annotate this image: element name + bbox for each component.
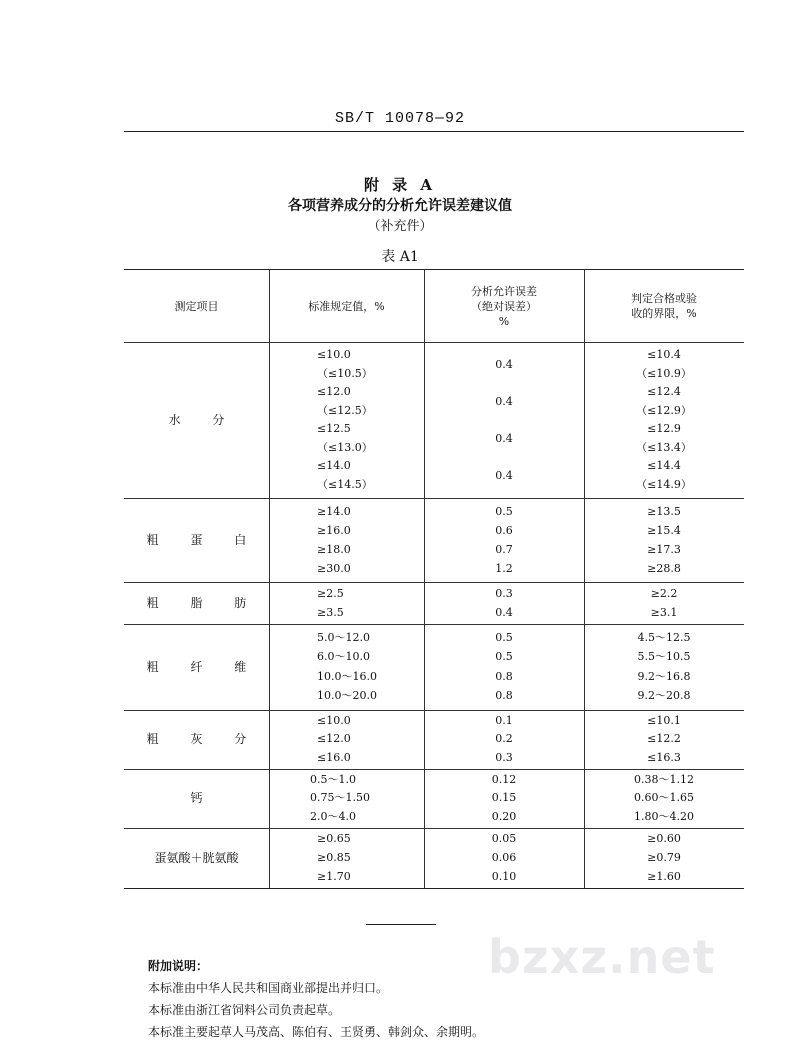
tolerance-value: 0.5: [495, 650, 513, 664]
tolerance-value: 0.4: [495, 431, 513, 445]
tolerance-value: 0.4: [495, 605, 513, 619]
limit-value: 9.2～20.8: [637, 689, 691, 703]
header-item: [124, 270, 269, 342]
tolerance-value: 0.5: [495, 504, 513, 518]
limit-value: （≤13.4）: [636, 440, 692, 454]
appendix-title: 各项营养成分的分析允许误差建议值: [288, 198, 512, 214]
item-calcium: [124, 769, 269, 828]
standard-value: 5.0～12.0: [317, 630, 370, 644]
header-standard-label: 标准规定值，%: [308, 299, 385, 313]
limit-value: （≤10.9）: [636, 366, 692, 380]
standard-value: ≤16.0: [317, 750, 351, 764]
tolerance-values: [424, 502, 584, 578]
appendix-label: 附 录 A: [363, 176, 437, 194]
item-moisture: [124, 342, 269, 498]
limit-value: ≥0.79: [647, 850, 681, 864]
limit-value: ≥13.5: [647, 504, 681, 518]
standard-value: ≤12.0: [317, 732, 351, 746]
limit-value: ≥1.60: [647, 869, 681, 883]
limit-values: [584, 584, 744, 622]
additional-notes: [148, 955, 484, 1043]
limit-value: ≤10.4: [647, 348, 681, 362]
limit-value: ≤10.1: [647, 714, 681, 728]
limit-value: ≤16.3: [647, 750, 681, 764]
standard-values: [310, 771, 370, 826]
tolerance-value: 0.4: [495, 357, 513, 371]
header-item-label: 测定项目: [174, 299, 219, 313]
tolerance-value: 0.6: [495, 523, 513, 537]
tolerance-values: [424, 628, 584, 706]
standard-value: （≤10.5）: [317, 366, 373, 380]
limit-values: [584, 346, 744, 494]
limit-value: 0.38～1.12: [634, 773, 694, 787]
standard-value: ≥0.65: [317, 832, 351, 846]
standard-value: 0.5～1.0: [310, 773, 356, 787]
limit-value: 5.5～10.5: [637, 650, 691, 664]
tolerance-value: 0.1: [495, 714, 513, 728]
item-name: 蛋氨酸＋胱氨酸: [154, 850, 239, 865]
tolerance-values: [424, 830, 584, 886]
standard-value: ≥14.0: [317, 504, 351, 518]
standard-code: SB/T 10078—92: [334, 110, 466, 127]
tolerance-value: 0.05: [491, 832, 517, 846]
limit-values: [584, 712, 744, 767]
standard-value: ≥16.0: [317, 523, 351, 537]
standard-value: ≤10.0: [317, 348, 351, 362]
standard-value: ≥0.85: [317, 850, 351, 864]
tolerance-value: 0.2: [495, 732, 513, 746]
standard-value: （≤13.0）: [317, 440, 373, 454]
limit-value: ≥17.3: [647, 542, 681, 556]
tolerance-value: 1.2: [495, 561, 513, 575]
limit-value: ≤12.4: [647, 385, 681, 399]
notes-line: 本标准由浙江省饲料公司负责起草。: [148, 1003, 341, 1017]
standard-value: ≤10.0: [317, 714, 351, 728]
limit-values: [584, 502, 744, 578]
limit-value: 0.60～1.65: [634, 791, 694, 805]
standard-value: （≤12.5）: [317, 403, 373, 417]
header-limit-line: 判定合格或验: [631, 292, 697, 305]
limit-values: [584, 628, 744, 706]
item-name: 粗 蛋 白: [146, 532, 261, 547]
tolerance-value: 0.7: [495, 542, 513, 556]
tolerance-value: 0.3: [495, 586, 513, 600]
standard-values: [317, 502, 351, 578]
header-limit: [584, 270, 744, 342]
limit-value: ≥3.1: [650, 605, 678, 619]
watermark: bzxz.net: [488, 930, 716, 984]
standard-values: [317, 712, 351, 767]
item-name: 钙: [190, 791, 203, 805]
notes-line: 本标准由中华人民共和国商业部提出并归口。: [148, 981, 389, 995]
header-rule: [124, 131, 744, 132]
standard-value: （≤14.5）: [317, 477, 373, 491]
limit-value: ≥28.8: [647, 561, 681, 575]
standard-value: 6.0～10.0: [317, 650, 370, 664]
tolerance-values: [424, 584, 584, 622]
limit-value: 9.2～16.8: [637, 669, 691, 683]
notes-line: 本标准主要起草人马茂高、陈伯有、王贤勇、韩剑众、余期明。: [148, 1025, 485, 1039]
standard-values: [317, 830, 351, 886]
tolerance-value: 0.20: [491, 809, 517, 823]
tolerance-values: [424, 771, 584, 826]
item-crude-fat: [124, 582, 269, 624]
limit-value: ≤12.9: [647, 422, 681, 436]
standard-value: 10.0～20.0: [317, 689, 377, 703]
header-limit-line: 收的界限，%: [631, 307, 697, 320]
limit-value: （≤14.9）: [636, 477, 692, 491]
header-tolerance-line: 分析允许误差: [471, 284, 537, 298]
item-crude-protein: [124, 498, 269, 582]
standard-value: ≥3.5: [317, 605, 344, 619]
appendix-subtitle: （补充件）: [367, 219, 433, 234]
limit-value: （≤12.9）: [636, 403, 692, 417]
limit-value: 1.80～4.20: [634, 809, 694, 823]
standard-value: 10.0～16.0: [317, 669, 377, 683]
limit-value: 4.5～12.5: [637, 630, 691, 644]
section-separator: [366, 924, 436, 925]
standard-value: 0.75～1.50: [310, 791, 370, 805]
item-name: 水 分: [168, 412, 239, 427]
column-divider: [269, 270, 270, 888]
limit-values: [584, 830, 744, 886]
notes-title: 附加说明：: [148, 959, 209, 973]
standard-value: ≥2.5: [317, 586, 344, 600]
standard-values: [317, 628, 377, 706]
tolerance-value: 0.10: [491, 869, 517, 883]
limit-value: ≥2.2: [650, 586, 678, 600]
limit-value: ≥15.4: [647, 523, 681, 537]
tolerance-table: [124, 269, 744, 889]
tolerance-value: 0.5: [495, 630, 513, 644]
tolerance-value: 0.06: [491, 850, 517, 864]
header-tolerance-unit: %: [498, 314, 510, 328]
standard-value: ≥30.0: [317, 561, 351, 575]
tolerance-value: 0.8: [495, 689, 513, 703]
item-name: 粗 灰 分: [146, 732, 261, 746]
tolerance-value: 0.12: [491, 773, 517, 787]
standard-values: [317, 346, 373, 494]
item-crude-fiber: [124, 624, 269, 710]
appendix-title-block: [0, 175, 800, 237]
header-tolerance-line: （绝对误差）: [471, 299, 537, 313]
table-caption: 表 A1: [381, 249, 419, 265]
item-name: 粗 脂 肪: [146, 595, 261, 610]
limit-value: ≤14.4: [647, 459, 681, 473]
tolerance-values: [424, 712, 584, 767]
tolerance-value: 0.3: [495, 750, 513, 764]
header-tolerance: [424, 270, 584, 342]
item-crude-ash: [124, 710, 269, 769]
tolerance-values: [424, 346, 584, 494]
standard-value: ≥18.0: [317, 542, 351, 556]
item-name: 粗 纤 维: [146, 659, 261, 674]
tolerance-value: 0.4: [495, 468, 513, 482]
standard-values: [317, 584, 344, 622]
item-methionine-cystine: [124, 828, 269, 888]
tolerance-value: 0.4: [495, 394, 513, 408]
standard-value: ≤12.5: [317, 422, 351, 436]
limit-value: ≥0.60: [647, 832, 681, 846]
standard-value: 2.0～4.0: [310, 809, 356, 823]
tolerance-value: 0.15: [491, 791, 517, 805]
standard-value: ≥1.70: [317, 869, 351, 883]
header-standard: [269, 270, 424, 342]
limit-value: ≤12.2: [647, 732, 681, 746]
tolerance-value: 0.8: [495, 669, 513, 683]
standard-value: ≤12.0: [317, 385, 351, 399]
standard-value: ≤14.0: [317, 459, 351, 473]
limit-values: [584, 771, 744, 826]
